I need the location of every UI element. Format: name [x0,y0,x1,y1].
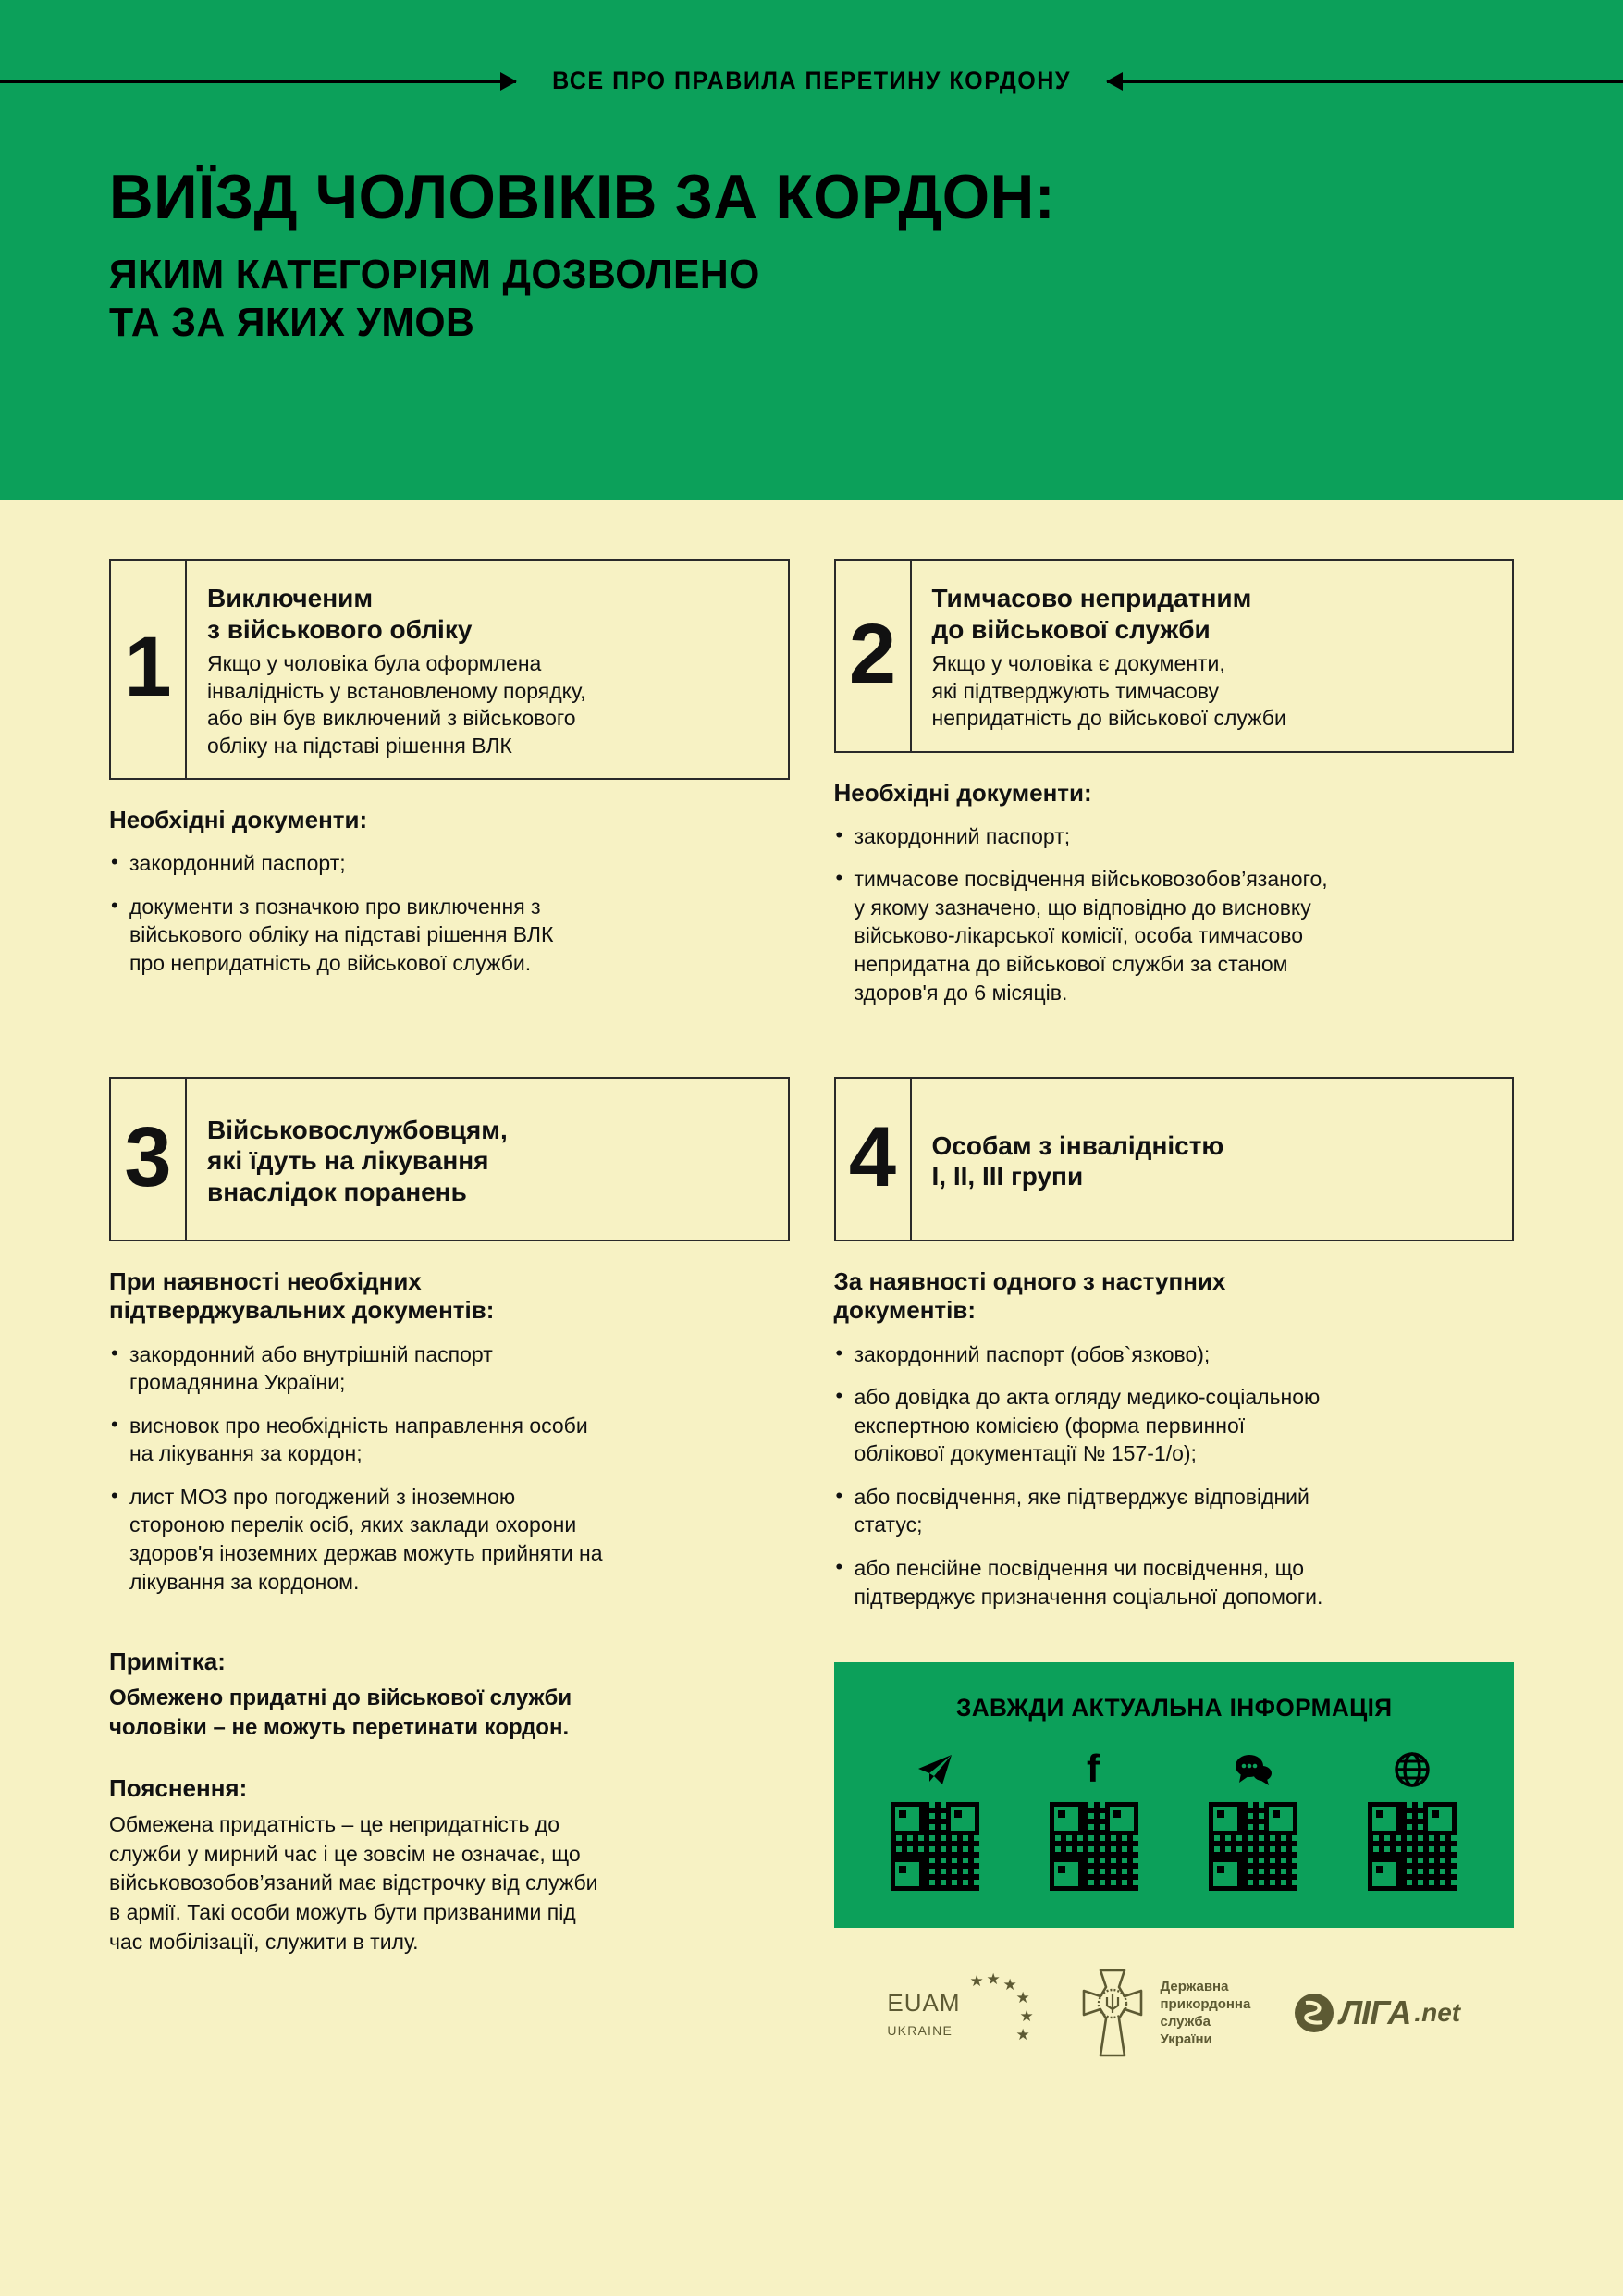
category-card-3-body [187,1079,788,1240]
docs-title-1-line-1: Необхідні документи: [109,805,368,833]
docs-list-3 [109,1340,790,1597]
category-headline-3 [207,1115,508,1208]
page-subtitle-line-1: ЯКИМ КАТЕГОРІЯМ ДОЗВОЛЕНО [109,251,760,297]
qr-cell-viber[interactable] [1209,1750,1297,1891]
dpsu-logo-line-2: прикордонна [1160,1995,1251,2012]
category-column-1 [109,559,790,1021]
docs-title-4-line-1: За наявності одного з наступних [833,1267,1226,1296]
docs-section-3 [109,1267,790,1596]
category-desc-1-line-1: Якщо у чоловіка була оформлена [207,651,542,676]
category-headline-4-line-2: I, II, III групи [931,1162,1084,1191]
category-card-2 [834,559,1515,753]
qr-code-telegram [891,1802,979,1891]
page-subtitle-line-2: ТА ЗА ЯКИХ УМОВ [109,299,475,345]
category-desc-1-line-3: або він був виключений з військового [207,706,576,731]
docs-title-3-line-2: підтверджувальних документів: [109,1296,495,1325]
eyebrow-label: ВСЕ ПРО ПРАВИЛА ПЕРЕТИНУ КОРДОНУ [552,67,1071,94]
liga-net-logo [1293,1992,1460,2034]
dpsu-logo-text [1160,1978,1250,2049]
content-area [0,559,1623,2057]
category-headline-1-line-2: з військового обліку [207,614,473,644]
qr-row [856,1750,1493,1891]
category-number-4: 4 [836,1079,912,1240]
qr-cell-facebook[interactable] [1050,1750,1138,1891]
dpsu-logo-line-1: Державна [1160,1978,1229,1994]
euam-logo-main: EUAM [887,1988,961,2017]
euam-logo-text [887,1989,960,2038]
logo-row [834,1969,1515,2057]
category-card-1-body [187,561,788,778]
promo-box [834,1662,1515,1928]
arrow-right-icon [0,80,516,83]
note-block [109,1648,790,1957]
category-card-4-body [912,1079,1513,1240]
euam-logo [887,1971,1034,2055]
category-card-1 [109,559,790,780]
dpsu-logo [1076,1969,1250,2057]
list-item: • або довідка до акта огляду медико-соціальною експертною комісією (форма первинної облікової документації № 157-1/о); [834,1383,1515,1468]
note-text-line-2: чоловіки – не можуть перетинати кордон. [109,1715,570,1741]
category-headline-2-line-2: до військової служби [931,614,1211,644]
docs-title-2 [834,779,1515,808]
qr-code-website [1368,1802,1457,1891]
category-card-2-body [912,561,1513,751]
list-item: • закордонний паспорт; [834,822,1515,851]
category-number-1: 1 [111,561,187,778]
docs-title-4 [834,1267,1515,1325]
eu-stars-icon: ★ ★ ★ ★ ★ ★ [969,1970,1034,2044]
dpsu-logo-line-4: України [1160,2031,1212,2048]
docs-title-2-line-1: Необхідні документи: [833,778,1092,807]
qr-cell-telegram[interactable] [891,1750,979,1891]
explanation-heading: Пояснення: [109,1773,248,1802]
docs-title-4-line-2: документів: [833,1296,977,1325]
dpsu-cross-icon [1076,1969,1149,2057]
liga-logo-net: .net [1414,1998,1461,2028]
qr-code-facebook [1050,1802,1138,1891]
explanation-text [109,1810,790,1957]
liga-mark-icon [1293,1992,1335,2034]
note-text [109,1684,790,1743]
facebook-icon [1083,1750,1105,1789]
docs-list-4 [834,1340,1515,1611]
category-card-3 [109,1077,790,1241]
category-headline-4 [932,1130,1224,1192]
category-headline-2-line-1: Тимчасово непридатним [931,584,1252,612]
dpsu-logo-line-3: служба [1160,2014,1211,2031]
list-item: • закордонний паспорт; [109,849,790,878]
telegram-icon [916,1750,953,1789]
docs-title-1 [109,806,790,834]
list-item: • документи з позначкою про виключення з військового обліку на підставі рішення ВЛК про непридатність до військової служби. [109,893,790,978]
explanation-text-line-3: військовозобов’язаний має відстрочку від служби [109,1870,598,1895]
list-item: • висновок про необхідність направлення особи на лікування за кордон; [109,1412,790,1468]
category-headline-1 [207,583,768,645]
category-headline-2 [932,583,1493,645]
category-number-3: 3 [111,1079,187,1240]
docs-title-3-line-1: При наявності необхідних [109,1267,422,1296]
qr-code-viber [1209,1802,1297,1891]
list-item: • або пенсійне посвідчення чи посвідчення, що підтверджує призначення соціальної допомоги. [834,1554,1515,1611]
docs-section-2 [834,779,1515,1007]
category-desc-2 [932,650,1493,732]
euam-logo-sub: UKRAINE [887,2022,953,2038]
category-headline-3-line-3: внаслідок поранень [207,1177,467,1206]
category-number-2: 2 [836,561,912,751]
docs-title-3 [109,1267,790,1325]
eyebrow-row [0,0,1623,95]
category-column-3 [109,1077,790,2057]
svg-text:f: f [1087,1750,1100,1790]
category-headline-1-line-1: Виключеним [207,584,374,612]
docs-list-1 [109,849,790,977]
docs-section-4 [834,1267,1515,1611]
list-item: • лист МОЗ про погоджений з іноземною стороною перелік осіб, яких заклади охорони здоров'я іноземних держав можуть прийняти на лікування за кордоном. [109,1483,790,1596]
explanation-text-line-5: час мобілізації, служити в тилу. [109,1929,419,1954]
category-desc-2-line-2: які підтверджують тимчасову [931,678,1219,703]
docs-section-1 [109,806,790,978]
explanation-text-line-1: Обмежена придатність – це непридатність до [109,1811,560,1836]
cards-row-1 [109,559,1514,1021]
page-title: ВИЇЗД ЧОЛОВІКІВ ЗА КОРДОН: [109,162,1056,232]
page-subtitle [109,251,1578,347]
cards-row-2 [109,1077,1514,2057]
hero-banner [0,0,1623,500]
category-headline-3-line-1: Військовослужбовцям, [207,1115,508,1144]
qr-cell-website[interactable] [1368,1750,1457,1891]
viber-chat-icon [1234,1750,1273,1789]
category-column-4 [834,1077,1515,2057]
list-item: • закордонний паспорт (обов`язково); [834,1340,1515,1369]
category-card-4 [834,1077,1515,1241]
category-desc-1 [207,650,768,759]
explanation-text-line-2: служби у мирний час і це зовсім не означає, що [109,1841,581,1866]
globe-website-icon [1395,1750,1430,1789]
category-desc-2-line-3: непридатність до військової служби [931,706,1286,731]
category-column-2 [834,559,1515,1021]
category-desc-1-line-2: інвалідність у встановленому порядку, [207,678,586,703]
list-item: • закордонний або внутрішній паспорт громадянина України; [109,1340,790,1397]
promo-title: ЗАВЖДИ АКТУАЛЬНА ІНФОРМАЦІЯ [955,1694,1393,1722]
category-headline-3-line-2: які їдуть на лікування [207,1146,489,1176]
liga-logo-word: ЛІГА [1339,1994,1411,2032]
note-heading: Примітка: [109,1648,226,1676]
docs-list-2 [834,822,1515,1006]
explanation-text-line-4: в армії. Такі особи можуть бути призваними під [109,1900,576,1925]
category-desc-2-line-1: Якщо у чоловіка є документи, [931,651,1225,676]
category-headline-4-line-1: Особам з інвалідністю [931,1130,1224,1160]
arrow-left-icon [1107,80,1623,83]
list-item: • або посвідчення, яке підтверджує відповідний статус; [834,1483,1515,1539]
list-item: • тимчасове посвідчення військовозобов’язаного, у якому зазначено, що відповідно до висновку військово-лікарської комісії, особа тимчасово непридатна до військової служби за станом здоров'я до 6 місяців. [834,865,1515,1006]
note-text-line-1: Обмежено придатні до військової служби [109,1685,572,1711]
category-desc-1-line-4: обліку на підставі рішення ВЛК [207,733,512,758]
